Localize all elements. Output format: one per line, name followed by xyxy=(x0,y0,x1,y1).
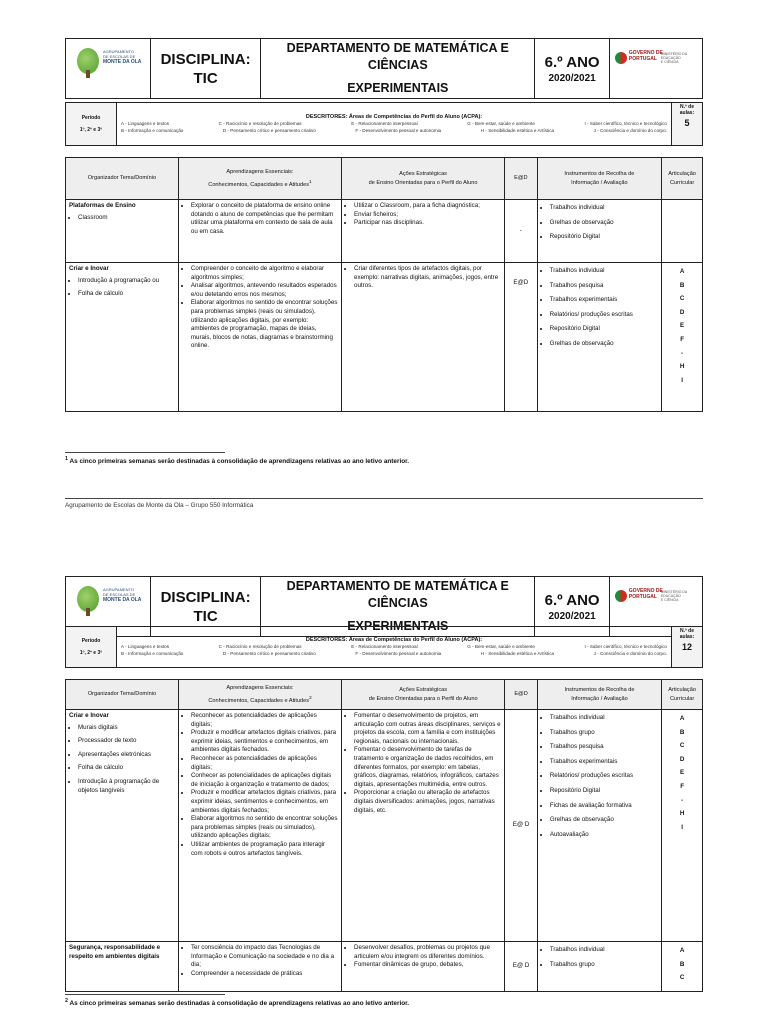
year-cell: 6.º ANO 2020/2021 xyxy=(535,577,610,637)
aprendizagens-cell: • Reconhecer as potencialidades de aplicações digitais; • Produzir e modificar artefactos digitais criativos, para exprimir ideias, sentimentos e conhecimentos, em ambientes digitais fechados. • Reconhecer as potencialidades de aplicações digitais; • Conhecer as potencialidades de aplicações digitais de iniciação à organização e tratamento de dados; • Produzir e modificar artefactos digitais criativos, para exprimir ideias, sentimentos e conhecimentos, em ambientes digitais fechados; • Elaborar algoritmos no sentido de encontrar soluções para problemas simples (reais ou simulados), utilizando aplicações digitais; • Utilizar ambientes de programação para interagir com robots e outros artefactos tangíveis. xyxy=(178,710,341,942)
curriculum-table xyxy=(65,157,703,412)
school-logo-text: AGRUPAMENTO DE ESCOLAS DE MONTE DA OLA xyxy=(103,49,142,65)
disciplina-cell: DISCIPLINA: TIC xyxy=(150,39,260,99)
table-row xyxy=(66,200,703,263)
ead-cell: - xyxy=(505,200,538,263)
organizador-cell: Criar e Inovar • Introdução à programação ou • Folha de cálculo xyxy=(66,263,179,412)
organizador-cell: Criar e Inovar • Murais digitais • Processador de texto • Apresentações eletrónicas • Folha de cálculo • Introdução à programação de objetos tangíveis xyxy=(66,710,179,942)
header-aprendizagens: Aprendizagens Essenciais: Conhecimentos, Capacidades e Atitudes$^2$ xyxy=(178,680,341,710)
acoes-cell: • Desenvolver desafios, problemas ou projetos que articulem e/ou integrem os diferentes domínios. • Fomentar dinâmicas de grupo, debates, xyxy=(342,942,505,992)
articulacao-cell: A B C D E F - H I xyxy=(662,710,703,942)
footnote: $^2$ As cinco primeiras semanas serão destinadas à consolidação de aprendizagens relativas ao ano letivo anterior. xyxy=(65,998,410,1008)
header-ead: E@D xyxy=(505,158,538,200)
descriptors-cell: DESCRITORES: Áreas de Competências do Perfil do Aluno (ACPA): A - Linguagens e textos C - Raciocínio e resolução de problemas E - Relacionamento interpessoal G - Bem-estar, saúde e ambiente I - Saber científico, técnico e tecnológico B - Informação e comunicação D - Pensamento crítico e pensamento criativo F - Desenvolvimento pessoal e autonomia H - Sensibilidade estética e Artística J - Consciência e domínio do corpo. xyxy=(117,103,672,146)
aprendizagens-cell: • Explorar o conceito de plataforma de ensino online dotando o aluno de competências que lhe permitam utilizar uma plataforma em contexto de sala de aula ou em casa. xyxy=(178,200,341,263)
acoes-cell: • Fomentar o desenvolvimento de projetos, em articulação com outras áreas disciplinares, serviços e projetos da escola, com a família e com instituições regionais, nacionais ou internacionais. • Fomentar o desenvolvimento de tarefas de tratamento e organização de dados recolhidos, em diferentes formatos, por exemplo: em tabelas, gráficos, diagramas, relatórios, infográficos, cartazes digitais, apresentações multimédia, entre outros. • Proporcionar a criação ou alteração de artefactos digitais diversificados: animações, jogos, narrativas digitais, etc. xyxy=(342,710,505,942)
instrumentos-cell: • Trabalhos individual • Grelhas de observação • Repositório Digital xyxy=(537,200,662,263)
acoes-cell: • Utilizar o Classroom, para a ficha diagnóstica; • Enviar ficheiros; • Participar nas disciplinas. xyxy=(342,200,505,263)
number-of-classes: N.º de aulas: 5 xyxy=(672,103,703,146)
instrumentos-cell: • Trabalhos individual • Trabalhos grupo • Trabalhos pesquisa • Trabalhos experimentais • Relatórios/ produções escritas • Repositório Digital • Fichas de avaliação formativa • Grelhas de observação • Autoavaliação xyxy=(537,710,661,942)
header-instrumentos: Instrumentos de Recolha de Informação / Avaliação xyxy=(537,158,662,200)
table-row xyxy=(66,942,703,992)
descriptors-table xyxy=(65,626,703,668)
department-title: DEPARTAMENTO DE MATEMÁTICA E CIÊNCIAS EXPERIMENTAIS xyxy=(261,39,535,99)
descriptors-table xyxy=(65,102,703,146)
ead-cell: E@ D xyxy=(505,710,538,942)
descriptors-cell: DESCRITORES: Áreas de Competências do Perfil do Aluno (ACPA): A - Linguagens e textos C - Raciocínio e resolução de problemas E - Relacionamento interpessoal G - Bem-estar, saúde e ambiente I - Saber científico, técnico e tecnológico B - Informação e comunicação D - Pensamento crítico e pensamento criativo F - Desenvolvimento pessoal e autonomia H - Sensibilidade estética e Artística J - Consciência e domínio do corpo. xyxy=(117,627,672,668)
table-row xyxy=(66,710,703,942)
school-logo xyxy=(66,39,151,99)
ead-cell: E@D xyxy=(505,263,538,412)
aprendizagens-cell: • Ter consciência do impacto das Tecnologias de Informação e Comunicação na sociedade e no dia a dia; • Compreender a necessidade de práticas xyxy=(178,942,341,992)
curriculum-table xyxy=(65,679,703,992)
header-table xyxy=(65,38,703,99)
ead-cell: E@ D xyxy=(505,942,538,992)
header-articulacao: Articulação Curricular xyxy=(662,158,703,200)
articulacao-cell: A B C D E F - H I xyxy=(662,263,703,412)
acoes-cell: • Criar diferentes tipos de artefactos digitais, por exemplo: narrativas digitais, animações, jogos, entre outros. xyxy=(342,263,505,412)
articulacao-cell xyxy=(662,200,703,263)
aprendizagens-cell: • Compreender o conceito de algoritmo e elaborar algoritmos simples; • Analisar algoritmos, antevendo resultados esperados e/ou detetando erros nos mesmos; • Elaborar algoritmos no sentido de encontrar soluções para problemas simples (reais ou simulados), utilizando aplicações digitais, por exemplo: ambientes de programação, mapas de ideias, murais, blocos de notas, diagramas e brainstorming online. xyxy=(178,263,341,412)
year-cell: 6.º ANO 2020/2021 xyxy=(535,39,610,99)
page-footer: Agrupamento de Escolas de Monte da Ola – Grupo 550 Informática xyxy=(65,502,254,509)
header-instrumentos: Instrumentos de Recolha de Informação / Avaliação xyxy=(537,680,661,710)
period-cell: Período 1º, 2º e 3º xyxy=(66,627,117,668)
number-of-classes: N.º de aulas: 12 xyxy=(672,627,703,668)
period-cell: Período 1º, 2º e 3º xyxy=(66,103,117,146)
footnote: $^1$ As cinco primeiras semanas serão destinadas à consolidação de aprendizagens relativas ao ano letivo anterior. xyxy=(65,456,410,466)
header-articulacao: Articulação Curricular xyxy=(662,680,703,710)
header-ead: E@D xyxy=(505,680,538,710)
articulacao-cell: A B C xyxy=(662,942,703,992)
header-organizador: Organizador Tema/Domínio xyxy=(66,158,179,200)
table-row xyxy=(66,263,703,412)
header-organizador: Organizador Tema/Domínio xyxy=(66,680,179,710)
header-acoes: Ações Estratégicas de Ensino Orientadas para o Perfil do Aluno xyxy=(342,158,505,200)
department-title: DEPARTAMENTO DE MATEMÁTICA E CIÊNCIAS EXPERIMENTAIS xyxy=(261,577,535,637)
header-acoes: Ações Estratégicas de Ensino Orientadas para o Perfil do Aluno xyxy=(342,680,505,710)
government-logo: GOVERNO DE PORTUGAL MINISTÉRIO DA EDUCAÇÃO E CIÊNCIA xyxy=(609,577,702,637)
school-logo-text: AGRUPAMENTO DE ESCOLAS DE MONTE DA OLA xyxy=(103,587,142,603)
instrumentos-cell: • Trabalhos individual • Trabalhos grupo xyxy=(537,942,661,992)
header-aprendizagens: Aprendizagens Essenciais: Conhecimentos, Capacidades e Atitudes$^1$ xyxy=(178,158,341,200)
organizador-cell: Segurança, responsabilidade e respeito em ambientes digitais xyxy=(66,942,179,992)
government-logo: GOVERNO DE PORTUGAL MINISTÉRIO DA EDUCAÇÃO E CIÊNCIA xyxy=(609,39,702,99)
portugal-flag-icon xyxy=(615,590,627,602)
organizador-cell: Plataformas de Ensino • Classroom xyxy=(66,200,179,263)
instrumentos-cell: • Trabalhos individual • Trabalhos pesquisa • Trabalhos experimentais • Relatórios/ produções escritas • Repositório Digital • Grelhas de observação xyxy=(537,263,662,412)
disciplina-cell: DISCIPLINA: TIC xyxy=(150,577,260,637)
portugal-flag-icon xyxy=(615,52,627,64)
